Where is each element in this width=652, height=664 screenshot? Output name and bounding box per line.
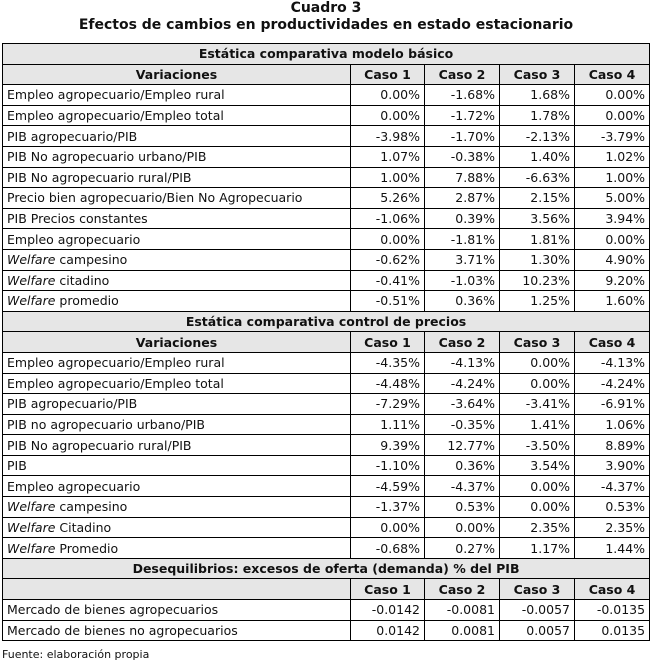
header-variaciones: Variaciones [3,64,351,85]
cell-caso-4: 0.53% [575,497,650,518]
cell-caso-1: 1.11% [351,414,425,435]
cell-caso-4: -3.79% [575,126,650,147]
row-label [3,167,351,188]
row-label-italic: Welfare [7,252,56,268]
row-label-italic: Welfare [7,519,56,535]
cell-caso-2: 12.77% [425,435,500,456]
header-variaciones: Variaciones [3,332,351,353]
cell-caso-4: 1.02% [575,146,650,167]
cell-caso-4: -4.13% [575,352,650,373]
header-caso-4: Caso 4 [575,64,650,85]
table-row [3,538,650,559]
row-label-text: Citadino [55,519,112,535]
cell-caso-4: 3.90% [575,455,650,476]
table-row [3,620,650,641]
row-label [3,373,351,394]
cell-caso-1: 1.07% [351,146,425,167]
table-row [3,455,650,476]
row-label [3,352,351,373]
cell-caso-2: -0.38% [425,146,500,167]
cell-caso-3: 1.78% [500,105,575,126]
row-label-italic: Welfare [7,293,56,309]
cell-caso-3: -0.0057 [500,600,575,621]
cell-caso-2: 0.36% [425,455,500,476]
table-row [3,229,650,250]
cell-caso-3: -2.13% [500,126,575,147]
cell-caso-4: 1.60% [575,291,650,312]
cell-caso-3: 1.17% [500,538,575,559]
row-label-text: Mercado de bienes no agropecuarios [7,622,238,638]
cell-caso-2: 0.53% [425,497,500,518]
cell-caso-4: 0.0135 [575,620,650,641]
cell-caso-4: -0.0135 [575,600,650,621]
row-label-text: campesino [55,499,128,515]
cell-caso-4: 9.20% [575,270,650,291]
section-title-row [3,44,650,65]
row-label [3,188,351,209]
row-label-text: PIB agropecuario/PIB [7,128,138,144]
table-row [3,476,650,497]
cell-caso-2: 2.87% [425,188,500,209]
row-label [3,208,351,229]
cell-caso-3: 1.25% [500,291,575,312]
header-caso-3: Caso 3 [500,579,575,600]
cell-caso-4: -6.91% [575,394,650,415]
section-title-row [3,558,650,579]
row-label-text: Empleo agropecuario/Empleo total [7,375,224,391]
cell-caso-2: 0.27% [425,538,500,559]
cell-caso-3: 0.00% [500,476,575,497]
cell-caso-3: 2.15% [500,188,575,209]
cell-caso-2: 0.00% [425,517,500,538]
cell-caso-4: 0.00% [575,85,650,106]
cell-caso-3: 1.40% [500,146,575,167]
row-label-text: Promedio [55,540,119,556]
cell-caso-2: 0.39% [425,208,500,229]
cell-caso-4: 3.94% [575,208,650,229]
cell-caso-1: -1.10% [351,455,425,476]
cell-caso-4: -4.37% [575,476,650,497]
header-caso-2: Caso 2 [425,64,500,85]
section-title: Desequilibrios: excesos de oferta (demanda) % del PIB [3,558,650,579]
table-row [3,497,650,518]
cell-caso-1: -4.48% [351,373,425,394]
cell-caso-3: 1.30% [500,249,575,270]
row-label [3,85,351,106]
caption-title: Efectos de cambios en productividades en estado estacionario [78,17,574,33]
row-label-text: PIB [7,458,27,474]
row-label-italic: Welfare [7,540,56,556]
cell-caso-3: 2.35% [500,517,575,538]
cell-caso-2: -1.81% [425,229,500,250]
row-label [3,146,351,167]
cell-caso-3: -6.63% [500,167,575,188]
row-label [3,517,351,538]
header-variaciones [3,579,351,600]
row-label [3,249,351,270]
row-label [3,414,351,435]
cell-caso-4: 8.89% [575,435,650,456]
cell-caso-1: -0.51% [351,291,425,312]
cell-caso-3: -3.50% [500,435,575,456]
cell-caso-1: 9.39% [351,435,425,456]
cell-caso-1: 5.26% [351,188,425,209]
table-row [3,352,650,373]
cell-caso-2: -3.64% [425,394,500,415]
cell-caso-2: -0.35% [425,414,500,435]
cell-caso-2: -4.13% [425,352,500,373]
row-label-text: PIB No agropecuario urbano/PIB [7,149,207,165]
table-row [3,146,650,167]
cell-caso-1: -0.62% [351,249,425,270]
row-label [3,229,351,250]
row-label-text: PIB No agropecuario rural/PIB [7,169,192,185]
header-caso-3: Caso 3 [500,332,575,353]
caption-number: Cuadro 3 [290,0,362,16]
row-label-text: PIB agropecuario/PIB [7,396,138,412]
cell-caso-3: 1.41% [500,414,575,435]
row-label [3,538,351,559]
cell-caso-4: 5.00% [575,188,650,209]
row-label-text: PIB no agropecuario urbano/PIB [7,416,205,432]
cell-caso-4: 1.44% [575,538,650,559]
table-row [3,373,650,394]
cell-caso-2: -1.70% [425,126,500,147]
table-row [3,414,650,435]
cell-caso-1: -0.68% [351,538,425,559]
row-label-text: Empleo agropecuario [7,478,141,494]
row-label [3,620,351,641]
row-label [3,126,351,147]
table-row [3,435,650,456]
column-header-row [3,64,650,85]
cell-caso-2: 0.36% [425,291,500,312]
column-header-row [3,332,650,353]
cell-caso-3: 0.00% [500,497,575,518]
cell-caso-1: 0.00% [351,517,425,538]
row-label-text: citadino [55,272,110,288]
row-label-text: Empleo agropecuario/Empleo rural [7,87,225,103]
cell-caso-4: -4.24% [575,373,650,394]
cell-caso-2: 3.71% [425,249,500,270]
cell-caso-3: 3.54% [500,455,575,476]
section-title-row [3,311,650,332]
cell-caso-3: 0.00% [500,352,575,373]
cell-caso-3: 0.0057 [500,620,575,641]
cell-caso-1: -3.98% [351,126,425,147]
table-row [3,208,650,229]
cell-caso-2: 7.88% [425,167,500,188]
cell-caso-1: 0.00% [351,85,425,106]
cell-caso-1: 1.00% [351,167,425,188]
cell-caso-1: -4.59% [351,476,425,497]
header-caso-3: Caso 3 [500,64,575,85]
cell-caso-2: -0.0081 [425,600,500,621]
cell-caso-3: 1.68% [500,85,575,106]
row-label-text: Mercado de bienes agropecuarios [7,602,219,618]
row-label-text: Empleo agropecuario/Empleo rural [7,355,225,371]
cell-caso-4: 2.35% [575,517,650,538]
row-label [3,105,351,126]
cell-caso-2: -1.72% [425,105,500,126]
row-label [3,497,351,518]
table-row [3,105,650,126]
table-row [3,126,650,147]
cell-caso-1: 0.00% [351,105,425,126]
row-label [3,270,351,291]
cell-caso-1: -1.37% [351,497,425,518]
table-caption [0,0,652,34]
cell-caso-3: 0.00% [500,373,575,394]
cell-caso-1: -0.0142 [351,600,425,621]
row-label [3,600,351,621]
cell-caso-2: 0.0081 [425,620,500,641]
table-row [3,517,650,538]
cell-caso-4: 0.00% [575,229,650,250]
cell-caso-1: -4.35% [351,352,425,373]
row-label [3,291,351,312]
cell-caso-3: 3.56% [500,208,575,229]
row-label-text: Empleo agropecuario [7,231,141,247]
cell-caso-4: 1.00% [575,167,650,188]
row-label-text: Precio bien agropecuario/Bien No Agropecuario [7,190,303,206]
header-caso-2: Caso 2 [425,579,500,600]
header-caso-1: Caso 1 [351,579,425,600]
cell-caso-1: -7.29% [351,394,425,415]
header-caso-1: Caso 1 [351,332,425,353]
table-row [3,394,650,415]
cell-caso-2: -4.24% [425,373,500,394]
section-title: Estática comparativa modelo básico [3,44,650,65]
row-label-text: campesino [55,252,128,268]
cell-caso-3: 10.23% [500,270,575,291]
cell-caso-1: 0.0142 [351,620,425,641]
cell-caso-4: 0.00% [575,105,650,126]
column-header-row [3,579,650,600]
source-note: Fuente: elaboración propia [2,648,150,661]
cell-caso-2: -1.68% [425,85,500,106]
row-label [3,435,351,456]
header-caso-4: Caso 4 [575,579,650,600]
cell-caso-1: 0.00% [351,229,425,250]
cell-caso-4: 4.90% [575,249,650,270]
row-label-text: PIB Precios constantes [7,211,148,227]
table-row [3,291,650,312]
results-table [2,43,650,641]
section-title: Estática comparativa control de precios [3,311,650,332]
cell-caso-1: -1.06% [351,208,425,229]
cell-caso-4: 1.06% [575,414,650,435]
cell-caso-1: -0.41% [351,270,425,291]
cell-caso-3: -3.41% [500,394,575,415]
table-row [3,249,650,270]
header-caso-2: Caso 2 [425,332,500,353]
cell-caso-3: 1.81% [500,229,575,250]
row-label-italic: Welfare [7,272,56,288]
table-row [3,167,650,188]
row-label [3,455,351,476]
table-row [3,270,650,291]
row-label-italic: Welfare [7,499,56,515]
row-label [3,394,351,415]
header-caso-1: Caso 1 [351,64,425,85]
table-row [3,600,650,621]
header-caso-4: Caso 4 [575,332,650,353]
cell-caso-2: -4.37% [425,476,500,497]
row-label-text: PIB No agropecuario rural/PIB [7,437,192,453]
row-label-text: Empleo agropecuario/Empleo total [7,108,224,124]
table-row [3,85,650,106]
row-label-text: promedio [55,293,119,309]
cell-caso-2: -1.03% [425,270,500,291]
row-label [3,476,351,497]
table-row [3,188,650,209]
